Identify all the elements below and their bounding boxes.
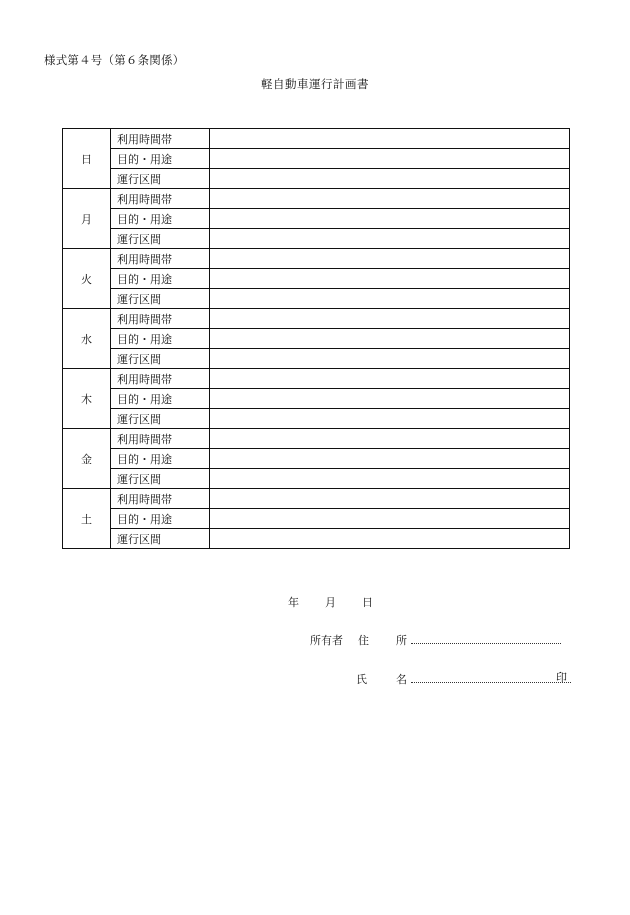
- item-label: 目的・用途: [111, 329, 210, 349]
- entry-cell[interactable]: [210, 449, 570, 469]
- schedule-row: [63, 369, 570, 389]
- item-label: 利用時間帯: [111, 429, 210, 449]
- item-label: 利用時間帯: [111, 189, 210, 209]
- entry-cell[interactable]: [210, 389, 570, 409]
- item-label: 利用時間帯: [111, 129, 210, 149]
- entry-cell[interactable]: [210, 369, 570, 389]
- schedule-row: [63, 209, 570, 229]
- schedule-row: [63, 149, 570, 169]
- document-title: 軽自動車運行計画書: [261, 77, 369, 91]
- item-label: 運行区間: [111, 169, 210, 189]
- schedule-row: [63, 229, 570, 249]
- entry-cell[interactable]: [210, 329, 570, 349]
- schedule-row: [63, 269, 570, 289]
- schedule-row: [63, 189, 570, 209]
- entry-cell[interactable]: [210, 289, 570, 309]
- name-label-2: 名: [396, 673, 407, 686]
- item-label: 運行区間: [111, 229, 210, 249]
- schedule-row: [63, 349, 570, 369]
- schedule-row: [63, 129, 570, 149]
- year-label: 年: [288, 596, 299, 609]
- item-label: 運行区間: [111, 349, 210, 369]
- day-label: 日: [362, 596, 373, 609]
- item-label: 利用時間帯: [111, 309, 210, 329]
- day-cell: 土: [63, 489, 111, 549]
- schedule-table: [62, 128, 570, 549]
- form-number: 様式第４号（第６条関係）: [44, 53, 185, 67]
- schedule-row: [63, 429, 570, 449]
- name-label-1: 氏: [356, 673, 367, 686]
- day-cell: 日: [63, 129, 111, 189]
- date-line: [288, 594, 373, 610]
- entry-cell[interactable]: [210, 229, 570, 249]
- entry-cell[interactable]: [210, 309, 570, 329]
- item-label: 目的・用途: [111, 209, 210, 229]
- entry-cell[interactable]: [210, 129, 570, 149]
- owner-address-row: [310, 631, 561, 648]
- item-label: 運行区間: [111, 289, 210, 309]
- seal-mark: 印: [556, 671, 567, 684]
- address-label-2: 所: [396, 634, 407, 647]
- item-label: 目的・用途: [111, 149, 210, 169]
- item-label: 運行区間: [111, 529, 210, 549]
- owner-name-row: [356, 670, 571, 687]
- item-label: 運行区間: [111, 469, 210, 489]
- schedule-row: [63, 489, 570, 509]
- day-cell: 水: [63, 309, 111, 369]
- schedule-row: [63, 529, 570, 549]
- item-label: 目的・用途: [111, 509, 210, 529]
- entry-cell[interactable]: [210, 349, 570, 369]
- item-label: 利用時間帯: [111, 249, 210, 269]
- entry-cell[interactable]: [210, 529, 570, 549]
- address-field[interactable]: [411, 631, 561, 644]
- schedule-row: [63, 309, 570, 329]
- item-label: 目的・用途: [111, 449, 210, 469]
- day-cell: 月: [63, 189, 111, 249]
- entry-cell[interactable]: [210, 169, 570, 189]
- name-field[interactable]: [411, 670, 571, 683]
- item-label: 利用時間帯: [111, 369, 210, 389]
- schedule-row: [63, 469, 570, 489]
- day-cell: 火: [63, 249, 111, 309]
- entry-cell[interactable]: [210, 149, 570, 169]
- entry-cell[interactable]: [210, 509, 570, 529]
- entry-cell[interactable]: [210, 409, 570, 429]
- schedule-row: [63, 389, 570, 409]
- entry-cell[interactable]: [210, 429, 570, 449]
- schedule-row: [63, 509, 570, 529]
- item-label: 目的・用途: [111, 269, 210, 289]
- entry-cell[interactable]: [210, 469, 570, 489]
- day-cell: 木: [63, 369, 111, 429]
- item-label: 目的・用途: [111, 389, 210, 409]
- schedule-row: [63, 289, 570, 309]
- owner-label: 所有者: [310, 634, 343, 647]
- item-label: 運行区間: [111, 409, 210, 429]
- entry-cell[interactable]: [210, 189, 570, 209]
- schedule-row: [63, 329, 570, 349]
- entry-cell[interactable]: [210, 489, 570, 509]
- schedule-row: [63, 449, 570, 469]
- month-label: 月: [325, 596, 336, 609]
- entry-cell[interactable]: [210, 269, 570, 289]
- item-label: 利用時間帯: [111, 489, 210, 509]
- schedule-row: [63, 409, 570, 429]
- entry-cell[interactable]: [210, 209, 570, 229]
- address-label-1: 住: [358, 634, 369, 647]
- schedule-row: [63, 249, 570, 269]
- schedule-row: [63, 169, 570, 189]
- entry-cell[interactable]: [210, 249, 570, 269]
- day-cell: 金: [63, 429, 111, 489]
